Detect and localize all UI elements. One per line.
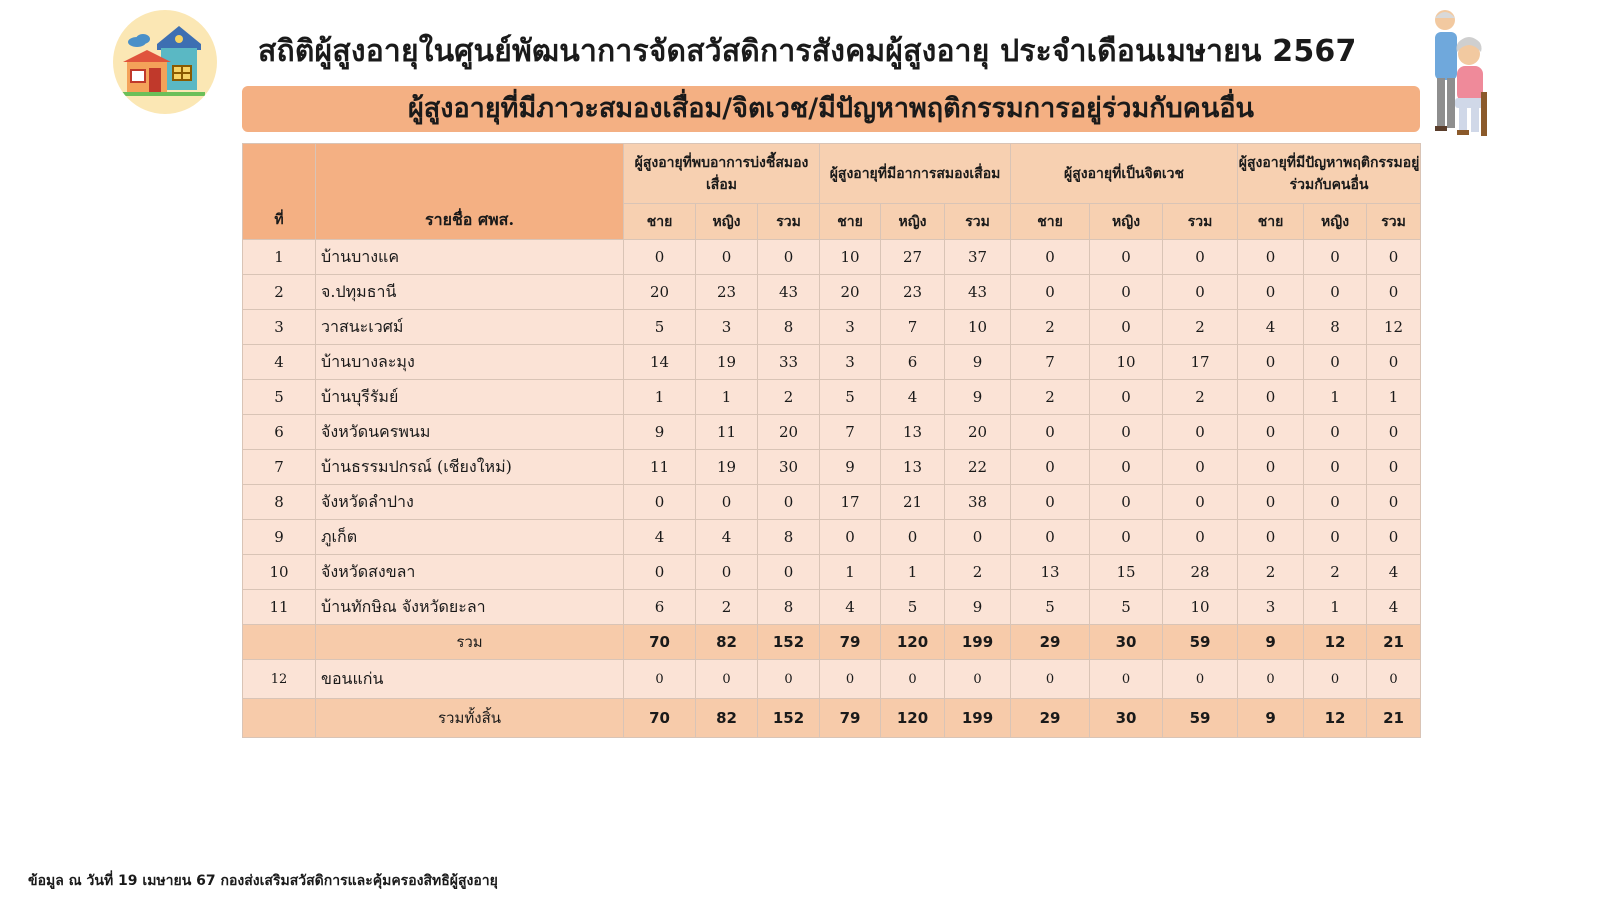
value-cell: 9 — [945, 380, 1011, 415]
value-cell: 0 — [1238, 485, 1304, 520]
value-cell: 0 — [696, 660, 758, 699]
value-cell: 29 — [1011, 625, 1090, 660]
value-cell: 0 — [624, 240, 696, 275]
subcolumn-header: รวม — [1367, 204, 1421, 240]
value-cell: 21 — [1367, 699, 1421, 738]
value-cell: 70 — [624, 625, 696, 660]
statistics-table-wrapper — [242, 143, 1420, 738]
value-cell: 0 — [1090, 415, 1163, 450]
value-cell: 20 — [758, 415, 820, 450]
value-cell: 2 — [945, 555, 1011, 590]
value-cell: 4 — [696, 520, 758, 555]
value-cell: 0 — [1304, 660, 1367, 699]
elderly-couple-icon — [1425, 6, 1493, 144]
value-cell: 0 — [1304, 345, 1367, 380]
column-header-center-name: รายชื่อ ศพส. — [316, 144, 624, 240]
value-cell: 79 — [820, 699, 881, 738]
value-cell: 5 — [624, 310, 696, 345]
value-cell: 0 — [1238, 415, 1304, 450]
table-row — [243, 345, 1421, 380]
subcolumn-header: ชาย — [1011, 204, 1090, 240]
table-row — [243, 520, 1421, 555]
value-cell: 0 — [1011, 520, 1090, 555]
value-cell: 0 — [1090, 240, 1163, 275]
value-cell: 0 — [1238, 275, 1304, 310]
subcolumn-header: ชาย — [624, 204, 696, 240]
value-cell: 23 — [881, 275, 945, 310]
statistics-table — [242, 143, 1421, 738]
value-cell: 0 — [1238, 240, 1304, 275]
value-cell: 13 — [881, 450, 945, 485]
value-cell: 70 — [624, 699, 696, 738]
value-cell: 0 — [1304, 485, 1367, 520]
value-cell: 0 — [945, 660, 1011, 699]
row-number: 3 — [243, 310, 316, 345]
table-row — [243, 590, 1421, 625]
value-cell: 2 — [1304, 555, 1367, 590]
value-cell: 2 — [1011, 310, 1090, 345]
center-name: บ้านธรรมปกรณ์ (เชียงใหม่) — [316, 450, 624, 485]
value-cell: 5 — [820, 380, 881, 415]
row-number: 7 — [243, 450, 316, 485]
value-cell: 0 — [1304, 240, 1367, 275]
value-cell: 0 — [1304, 450, 1367, 485]
value-cell: 0 — [820, 520, 881, 555]
value-cell: 37 — [945, 240, 1011, 275]
value-cell: 199 — [945, 625, 1011, 660]
value-cell: 7 — [820, 415, 881, 450]
value-cell: 0 — [1163, 415, 1238, 450]
value-cell: 0 — [1367, 415, 1421, 450]
value-cell: 0 — [1011, 450, 1090, 485]
value-cell: 2 — [1011, 380, 1090, 415]
value-cell: 9 — [945, 345, 1011, 380]
subcolumn-header: ชาย — [820, 204, 881, 240]
sum grand-row — [243, 699, 1421, 738]
value-cell: 1 — [1367, 380, 1421, 415]
value-cell: 8 — [758, 520, 820, 555]
value-cell: 3 — [820, 345, 881, 380]
value-cell: 0 — [1163, 660, 1238, 699]
value-cell: 4 — [624, 520, 696, 555]
value-cell: 0 — [945, 520, 1011, 555]
value-cell: 0 — [696, 240, 758, 275]
value-cell: 3 — [696, 310, 758, 345]
value-cell: 0 — [624, 660, 696, 699]
value-cell: 7 — [881, 310, 945, 345]
value-cell: 4 — [1238, 310, 1304, 345]
value-cell: 8 — [1304, 310, 1367, 345]
value-cell: 12 — [1304, 699, 1367, 738]
value-cell: 33 — [758, 345, 820, 380]
value-cell: 2 — [696, 590, 758, 625]
subcolumn-header: หญิง — [1304, 204, 1367, 240]
value-cell: 0 — [1090, 380, 1163, 415]
house-icon — [113, 10, 217, 114]
value-cell: 14 — [624, 345, 696, 380]
value-cell: 17 — [820, 485, 881, 520]
subcolumn-header: หญิง — [696, 204, 758, 240]
value-cell: 28 — [1163, 555, 1238, 590]
value-cell: 17 — [1163, 345, 1238, 380]
value-cell: 5 — [881, 590, 945, 625]
center-name: บ้านบางแค — [316, 240, 624, 275]
group-header-dementia-signs: ผู้สูงอายุที่พบอาการบ่งชี้สมองเสื่อม — [624, 144, 820, 204]
value-cell: 0 — [1238, 660, 1304, 699]
row-number: 5 — [243, 380, 316, 415]
table-row — [243, 450, 1421, 485]
value-cell: 1 — [820, 555, 881, 590]
table-row — [243, 240, 1421, 275]
table-body — [243, 240, 1421, 738]
value-cell: 27 — [881, 240, 945, 275]
row-number: 6 — [243, 415, 316, 450]
value-cell: 120 — [881, 625, 945, 660]
value-cell: 38 — [945, 485, 1011, 520]
value-cell: 8 — [758, 310, 820, 345]
value-cell: 59 — [1163, 699, 1238, 738]
page-title: สถิติผู้สูงอายุในศูนย์พัฒนาการจัดสวัสดิการสังคมผู้สูงอายุ ประจำเดือนเมษายน 2567 — [258, 34, 1357, 69]
row-number: 12 — [243, 660, 316, 699]
value-cell: 4 — [1367, 590, 1421, 625]
value-cell: 0 — [624, 555, 696, 590]
value-cell: 2 — [1163, 310, 1238, 345]
value-cell: 11 — [624, 450, 696, 485]
table-row — [243, 310, 1421, 345]
value-cell: 10 — [1163, 590, 1238, 625]
value-cell: 13 — [881, 415, 945, 450]
table-row — [243, 380, 1421, 415]
value-cell: 30 — [1090, 699, 1163, 738]
value-cell: 0 — [1090, 485, 1163, 520]
value-cell: 15 — [1090, 555, 1163, 590]
value-cell: 0 — [758, 555, 820, 590]
value-cell: 20 — [945, 415, 1011, 450]
value-cell: 1 — [881, 555, 945, 590]
center-name: รวมทั้งสิ้น — [316, 699, 624, 738]
table-row — [243, 415, 1421, 450]
center-name: บ้านทักษิณ จังหวัดยะลา — [316, 590, 624, 625]
value-cell: 0 — [1367, 485, 1421, 520]
value-cell: 0 — [1090, 310, 1163, 345]
row-number: 2 — [243, 275, 316, 310]
value-cell: 0 — [758, 660, 820, 699]
value-cell: 82 — [696, 699, 758, 738]
value-cell: 21 — [881, 485, 945, 520]
value-cell: 43 — [758, 275, 820, 310]
value-cell: 11 — [696, 415, 758, 450]
value-cell: 0 — [1367, 450, 1421, 485]
value-cell: 0 — [1163, 275, 1238, 310]
value-cell: 2 — [758, 380, 820, 415]
value-cell: 0 — [696, 555, 758, 590]
value-cell: 9 — [820, 450, 881, 485]
value-cell: 5 — [1011, 590, 1090, 625]
center-name: จังหวัดสงขลา — [316, 555, 624, 590]
value-cell: 3 — [820, 310, 881, 345]
subcolumn-header: รวม — [758, 204, 820, 240]
row-number: 8 — [243, 485, 316, 520]
row-number: 4 — [243, 345, 316, 380]
sum-row — [243, 625, 1421, 660]
value-cell: 19 — [696, 450, 758, 485]
value-cell: 0 — [1238, 345, 1304, 380]
value-cell: 1 — [1304, 380, 1367, 415]
value-cell: 7 — [1011, 345, 1090, 380]
value-cell: 0 — [881, 520, 945, 555]
value-cell: 0 — [1304, 520, 1367, 555]
value-cell: 9 — [1238, 699, 1304, 738]
value-cell: 30 — [1090, 625, 1163, 660]
value-cell: 12 — [1367, 310, 1421, 345]
value-cell: 0 — [1367, 240, 1421, 275]
table-row — [243, 275, 1421, 310]
subcolumn-header: ชาย — [1238, 204, 1304, 240]
value-cell: 10 — [1090, 345, 1163, 380]
subcolumn-header: รวม — [945, 204, 1011, 240]
value-cell: 0 — [1304, 275, 1367, 310]
value-cell: 0 — [820, 660, 881, 699]
center-name: จังหวัดนครพนม — [316, 415, 624, 450]
row-number: 10 — [243, 555, 316, 590]
value-cell: 9 — [1238, 625, 1304, 660]
footer-note: ข้อมูล ณ วันที่ 19 เมษายน 67 กองส่งเสริมสวัสดิการและคุ้มครองสิทธิผู้สูงอายุ — [28, 873, 498, 889]
center-name: จ.ปทุมธานี — [316, 275, 624, 310]
row-number — [243, 699, 316, 738]
value-cell: 4 — [1367, 555, 1421, 590]
value-cell: 0 — [1090, 275, 1163, 310]
row-number — [243, 625, 316, 660]
value-cell: 8 — [758, 590, 820, 625]
value-cell: 23 — [696, 275, 758, 310]
value-cell: 0 — [624, 485, 696, 520]
value-cell: 0 — [696, 485, 758, 520]
value-cell: 29 — [1011, 699, 1090, 738]
value-cell: 0 — [1238, 520, 1304, 555]
value-cell: 0 — [1304, 415, 1367, 450]
value-cell: 5 — [1090, 590, 1163, 625]
value-cell: 0 — [758, 485, 820, 520]
value-cell: 4 — [881, 380, 945, 415]
value-cell: 22 — [945, 450, 1011, 485]
subcolumn-header: หญิง — [881, 204, 945, 240]
value-cell: 43 — [945, 275, 1011, 310]
value-cell: 0 — [1011, 415, 1090, 450]
value-cell: 2 — [1163, 380, 1238, 415]
center-name: บ้านบุรีรัมย์ — [316, 380, 624, 415]
value-cell: 79 — [820, 625, 881, 660]
table-row — [243, 485, 1421, 520]
extra-row — [243, 660, 1421, 699]
value-cell: 152 — [758, 699, 820, 738]
value-cell: 30 — [758, 450, 820, 485]
value-cell: 120 — [881, 699, 945, 738]
value-cell: 0 — [1367, 275, 1421, 310]
value-cell: 0 — [1011, 240, 1090, 275]
value-cell: 0 — [1367, 660, 1421, 699]
value-cell: 199 — [945, 699, 1011, 738]
value-cell: 0 — [1163, 450, 1238, 485]
value-cell: 6 — [624, 590, 696, 625]
value-cell: 6 — [881, 345, 945, 380]
value-cell: 4 — [820, 590, 881, 625]
center-name: วาสนะเวศม์ — [316, 310, 624, 345]
row-number: 1 — [243, 240, 316, 275]
value-cell: 1 — [696, 380, 758, 415]
value-cell: 0 — [1011, 660, 1090, 699]
center-name: ภูเก็ต — [316, 520, 624, 555]
value-cell: 1 — [624, 380, 696, 415]
value-cell: 12 — [1304, 625, 1367, 660]
value-cell: 21 — [1367, 625, 1421, 660]
table-row — [243, 555, 1421, 590]
value-cell: 0 — [1011, 275, 1090, 310]
group-header-dementia: ผู้สูงอายุที่มีอาการสมองเสื่อม — [820, 144, 1011, 204]
value-cell: 59 — [1163, 625, 1238, 660]
value-cell: 0 — [881, 660, 945, 699]
value-cell: 20 — [820, 275, 881, 310]
page-subtitle: ผู้สูงอายุที่มีภาวะสมองเสื่อม/จิตเวช/มีปัญหาพฤติกรรมการอยู่ร่วมกับคนอื่น — [242, 86, 1420, 132]
value-cell: 152 — [758, 625, 820, 660]
value-cell: 9 — [945, 590, 1011, 625]
column-header-no: ที่ — [243, 144, 316, 240]
value-cell: 10 — [945, 310, 1011, 345]
value-cell: 0 — [1090, 450, 1163, 485]
center-name: รวม — [316, 625, 624, 660]
value-cell: 20 — [624, 275, 696, 310]
value-cell: 10 — [820, 240, 881, 275]
value-cell: 3 — [1238, 590, 1304, 625]
value-cell: 0 — [1238, 450, 1304, 485]
value-cell: 13 — [1011, 555, 1090, 590]
value-cell: 82 — [696, 625, 758, 660]
center-name: บ้านบางละมุง — [316, 345, 624, 380]
value-cell: 0 — [1163, 520, 1238, 555]
value-cell: 0 — [1090, 660, 1163, 699]
value-cell: 0 — [1090, 520, 1163, 555]
row-number: 9 — [243, 520, 316, 555]
value-cell: 19 — [696, 345, 758, 380]
group-header-psychiatric: ผู้สูงอายุที่เป็นจิตเวช — [1011, 144, 1238, 204]
value-cell: 0 — [1163, 240, 1238, 275]
group-header-behavior: ผู้สูงอายุที่มีปัญหาพฤติกรรมอยู่ร่วมกับคนอื่น — [1238, 144, 1421, 204]
center-name: ขอนแก่น — [316, 660, 624, 699]
subcolumn-header: หญิง — [1090, 204, 1163, 240]
center-name: จังหวัดลำปาง — [316, 485, 624, 520]
value-cell: 1 — [1304, 590, 1367, 625]
row-number: 11 — [243, 590, 316, 625]
value-cell: 0 — [1011, 485, 1090, 520]
value-cell: 9 — [624, 415, 696, 450]
value-cell: 0 — [1238, 380, 1304, 415]
value-cell: 0 — [1163, 485, 1238, 520]
value-cell: 2 — [1238, 555, 1304, 590]
value-cell: 0 — [1367, 520, 1421, 555]
subcolumn-header: รวม — [1163, 204, 1238, 240]
value-cell: 0 — [1367, 345, 1421, 380]
value-cell: 0 — [758, 240, 820, 275]
